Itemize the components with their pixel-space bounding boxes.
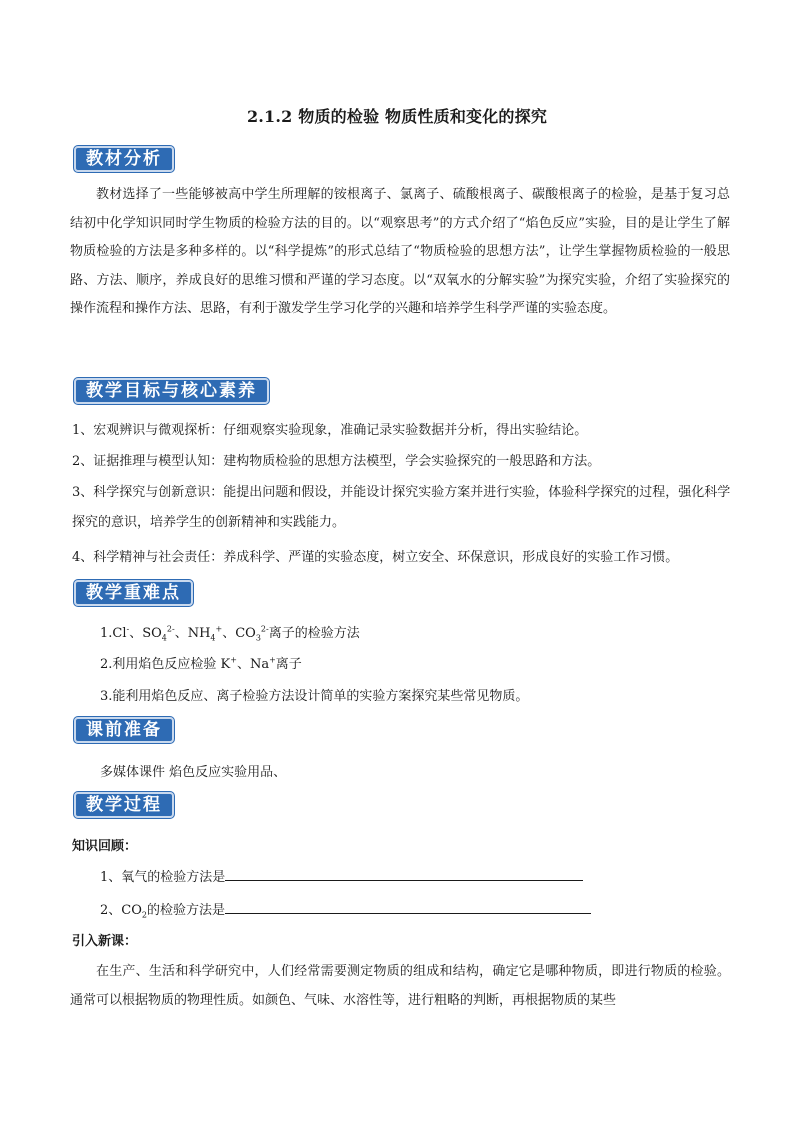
section-heading-keypoints: 教学重难点 [74, 580, 193, 606]
section-heading-goals: 教学目标与核心素养 [74, 378, 269, 404]
keypoint-item-1: 1.Cl-、$SO_4^{2-}$、$NH_4^+$、$CO_3^{2-}$离子的检验方法 [100, 624, 360, 643]
section-heading-process: 教学过程 [74, 792, 174, 818]
goal-item-3: 3、科学探究与创新意识：能提出问题和假设，并能设计探究实验方案并进行实验，体验科学探究的过程，强化科学探究的意识，培养学生的创新精神和实践能力。 [72, 485, 731, 530]
keypoint-item-3: 3.能利用焰色反应、离子检验方法设计简单的实验方案探究某些常见物质。 [100, 689, 529, 704]
prep-text: 多媒体课件 焰色反应实验用品、 [100, 765, 287, 780]
page-title: 2.1.2 物质的检验 物质性质和变化的探究 [246, 107, 548, 126]
review-item-2: 2、$CO_2$的检验方法是 [100, 899, 591, 920]
analysis-paragraph: 教材选择了一些能够被高中学生所理解的铵根离子、氯离子、硫酸根离子、碳酸根离子的检验，是基于复习总结初中化学知识同时学生物质的检验方法的目的。以“观察思考”的方式介绍了“焰色反应”实验，目的是让学生了解物质检验的方法是多种多样的。以“科学提炼”的形式总结了“物质检验的思想方法”，让学生掌握物质检验的一般思路、方法、顺序，养成良好的思维习惯和严谨的学习态度。以“双氧水的分解实验”为探究实验，介绍了实验探究的操作流程和操作方法、思路，有利于激发学生学习化学的兴趣和培养学生科学严谨的实验态度。 [70, 187, 730, 316]
section-heading-analysis: 教材分析 [74, 146, 174, 172]
intro-label: 引入新课： [72, 934, 138, 949]
keypoint-item-2: 2.利用焰色反应检验 K+、Na+离子 [100, 655, 302, 672]
goal-item-4: 4、科学精神与社会责任：养成科学、严谨的实验态度，树立安全、环保意识，形成良好的实验工作习惯。 [72, 550, 679, 565]
answer-blank-2[interactable] [225, 901, 591, 914]
review-item-1: 1、氧气的检验方法是 [100, 866, 583, 885]
goal-item-1: 1、宏观辨识与微观探析：仔细观察实验现象，准确记录实验数据并分析，得出实验结论。 [72, 423, 588, 438]
goal-item-2: 2、证据推理与模型认知：建构物质检验的思想方法模型，学会实验探究的一般思路和方法。 [72, 454, 601, 469]
section-heading-prep: 课前准备 [74, 717, 174, 743]
answer-blank-1[interactable] [225, 868, 583, 881]
review-label: 知识回顾： [72, 839, 138, 854]
intro-paragraph: 在生产、生活和科学研究中，人们经常需要测定物质的组成和结构，确定它是哪种物质，即进行物质的检验。通常可以根据物质的物理性质。如颜色、气味、水溶性等，进行粗略的判断，再根据物质的某些 [70, 964, 730, 1008]
